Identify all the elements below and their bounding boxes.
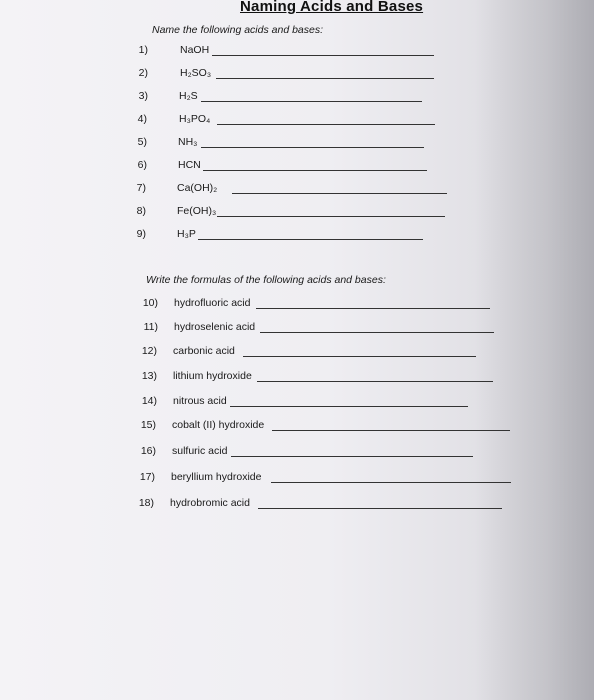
item-number: 4) — [137, 113, 147, 125]
item-formula: Ca(OH)₂ — [177, 182, 218, 194]
list-item — [133, 370, 498, 386]
answer-line[interactable] — [232, 193, 447, 194]
item-number: 16) — [140, 445, 156, 457]
item-number: 3) — [138, 90, 148, 102]
item-number: 1) — [138, 44, 148, 56]
answer-line[interactable] — [231, 456, 473, 457]
list-item — [130, 497, 505, 513]
item-name: sulfuric acid — [172, 445, 228, 457]
item-number: 5) — [137, 136, 147, 148]
item-number: 6) — [137, 159, 147, 171]
list-item — [131, 471, 516, 487]
list-item — [122, 182, 452, 198]
answer-line[interactable] — [257, 381, 493, 382]
list-item — [133, 395, 473, 411]
list-item — [124, 90, 444, 106]
list-item — [123, 159, 443, 175]
list-item — [134, 297, 494, 313]
item-number: 14) — [141, 395, 157, 407]
list-item — [134, 321, 499, 337]
answer-line[interactable] — [203, 170, 427, 171]
list-item — [124, 67, 444, 83]
answer-line[interactable] — [260, 332, 494, 333]
item-name: hydrofluoric acid — [174, 297, 251, 309]
item-number: 8) — [136, 205, 146, 217]
item-number: 12) — [141, 345, 157, 357]
item-number: 18) — [138, 497, 154, 509]
item-name: beryllium hydroxide — [171, 471, 262, 483]
answer-line[interactable] — [243, 356, 476, 357]
item-formula: H₃P — [177, 228, 196, 240]
item-name: lithium hydroxide — [173, 370, 252, 382]
item-name: hydrobromic acid — [170, 497, 250, 509]
item-formula: Fe(OH)₃ — [177, 205, 217, 217]
item-name: carbonic acid — [173, 345, 235, 357]
item-number: 7) — [136, 182, 146, 194]
item-number: 11) — [143, 321, 158, 333]
item-number: 13) — [141, 370, 157, 382]
answer-line[interactable] — [230, 406, 468, 407]
answer-line[interactable] — [256, 308, 490, 309]
item-number: 9) — [136, 228, 146, 240]
answer-line[interactable] — [216, 78, 434, 79]
item-formula: H₂S — [179, 90, 198, 102]
list-item — [123, 113, 443, 129]
item-formula: NaOH — [180, 44, 210, 56]
section1-instruction: Name the following acids and bases: — [152, 24, 324, 36]
answer-line[interactable] — [201, 101, 422, 102]
list-item — [133, 345, 483, 361]
list-item — [132, 445, 477, 461]
item-number: 15) — [140, 419, 156, 431]
item-number: 2) — [138, 67, 148, 79]
answer-line[interactable] — [258, 508, 502, 509]
page-shadow — [474, 0, 594, 700]
item-formula: H₃PO₄ — [179, 113, 211, 125]
answer-line[interactable] — [217, 216, 445, 217]
list-item — [122, 205, 452, 221]
list-item — [124, 44, 444, 60]
list-item — [132, 419, 512, 435]
item-number: 17) — [139, 471, 155, 483]
list-item — [123, 136, 443, 152]
list-item — [122, 228, 442, 244]
item-formula: NH₃ — [178, 136, 198, 148]
answer-line[interactable] — [212, 55, 434, 56]
answer-line[interactable] — [271, 482, 511, 483]
item-formula: HCN — [178, 159, 201, 171]
answer-line[interactable] — [217, 124, 435, 125]
answer-line[interactable] — [201, 147, 424, 148]
item-number: 10) — [142, 297, 158, 309]
item-name: hydroselenic acid — [174, 321, 256, 333]
item-name: cobalt (II) hydroxide — [172, 419, 265, 431]
answer-line[interactable] — [198, 239, 423, 240]
section2-instruction: Write the formulas of the following acids and bases: — [146, 274, 386, 286]
item-formula: H₂SO₃ — [180, 67, 212, 79]
item-name: nitrous acid — [173, 395, 227, 407]
answer-line[interactable] — [272, 430, 510, 431]
page-title: Naming Acids and Bases — [240, 0, 424, 15]
